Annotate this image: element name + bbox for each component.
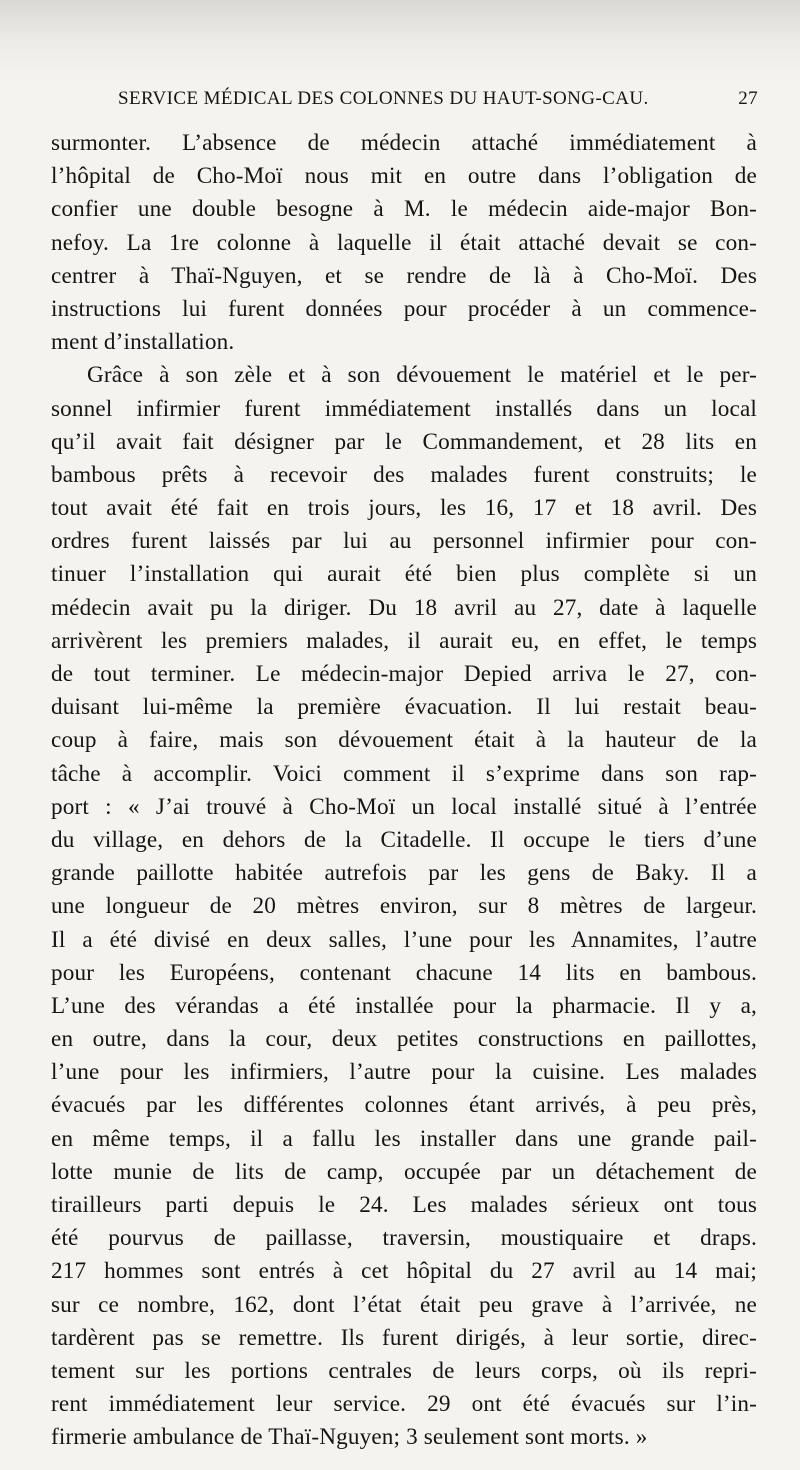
text-line: L’une des vérandas a été installée pour la pharmacie. Il y a,: [51, 992, 757, 1019]
text-line: l’une pour les infirmiers, l’autre pour la cuisine. Les malades: [51, 1059, 757, 1086]
text-line: coup à faire, mais son dévouement était à la hauteur de la: [51, 727, 757, 754]
running-header: [118, 88, 758, 114]
text-line: instructions lui furent données pour procéder à un commence-: [51, 295, 757, 322]
text-line: évacués par les différentes colonnes étant arrivés, à peu près,: [51, 1092, 757, 1119]
text-line: ment d’installation.: [51, 329, 235, 356]
text-line: médecin avait pu la diriger. Du 18 avril au 27, date à laquelle: [51, 594, 757, 621]
text-line: tardèrent pas se remettre. Ils furent dirigés, à leur sortie, direc-: [51, 1324, 757, 1351]
text-line: tinuer l’installation qui aurait été bien plus complète si un: [51, 561, 757, 588]
text-line: Grâce à son zèle et à son dévouement le matériel et le per-: [87, 362, 757, 389]
text-line: firmerie ambulance de Thaï-Nguyen; 3 seulement sont morts. »: [51, 1424, 648, 1451]
body-text: [51, 127, 757, 1455]
text-line: en outre, dans la cour, deux petites constructions en paillottes,: [51, 1026, 757, 1053]
running-title: SERVICE MÉDICAL DES COLONNES DU HAUT-SONG-CAU.: [118, 88, 649, 109]
text-line: duisant lui-même la première évacuation. Il lui restait beau-: [51, 694, 757, 721]
text-line: du village, en dehors de la Citadelle. Il occupe le tiers d’une: [51, 826, 757, 853]
text-line: l’hôpital de Cho-Moï nous mit en outre dans l’obligation de: [51, 163, 757, 190]
text-line: confier une double besogne à M. le médecin aide-major Bon-: [51, 196, 757, 223]
text-line: centrer à Thaï-Nguyen, et se rendre de là à Cho-Moï. Des: [51, 262, 757, 289]
text-line: port : « J’ai trouvé à Cho-Moï un local installé situé à l’entrée: [51, 793, 757, 820]
text-line: pour les Européens, contenant chacune 14 lits en bambous.: [51, 959, 757, 986]
text-line: tement sur les portions centrales de leurs corps, où ils repri-: [51, 1357, 757, 1384]
text-line: lotte munie de lits de camp, occupée par un détachement de: [51, 1158, 757, 1185]
text-line: sonnel infirmier furent immédiatement installés dans un local: [51, 395, 757, 422]
text-line: été pourvus de paillasse, traversin, moustiquaire et draps.: [51, 1225, 757, 1252]
text-line: en même temps, il a fallu les installer dans une grande pail-: [51, 1125, 757, 1152]
text-line: sur ce nombre, 162, dont l’état était peu grave à l’arrivée, ne: [51, 1291, 757, 1318]
text-line: grande paillotte habitée autrefois par les gens de Baky. Il a: [51, 860, 757, 887]
text-line: tout avait été fait en trois jours, les 16, 17 et 18 avril. Des: [51, 495, 757, 522]
paragraph: [51, 359, 757, 1454]
page-number: 27: [738, 88, 758, 109]
text-line: de tout terminer. Le médecin-major Depied arriva le 27, con-: [51, 661, 757, 687]
text-line: bambous prêts à recevoir des malades furent construits; le: [51, 461, 757, 488]
text-line: qu’il avait fait désigner par le Commandement, et 28 lits en: [51, 428, 757, 455]
text-line: rent immédiatement leur service. 29 ont été évacués sur l’in-: [51, 1391, 757, 1418]
text-line: 217 hommes sont entrés à cet hôpital du 27 avril au 14 mai;: [51, 1258, 757, 1285]
text-line: arrivèrent les premiers malades, il aurait eu, en effet, le temps: [51, 627, 757, 654]
text-line: une longueur de 20 mètres environ, sur 8 mètres de largeur.: [51, 893, 757, 920]
text-line: nefoy. La 1re colonne à laquelle il était attaché devait se con-: [51, 229, 757, 256]
text-line: tirailleurs parti depuis le 24. Les malades sérieux ont tous: [51, 1192, 757, 1218]
text-line: tâche à accomplir. Voici comment il s’exprime dans son rap-: [51, 760, 757, 787]
text-line: surmonter. L’absence de médecin attaché immédiatement à: [51, 130, 757, 156]
text-line: Il a été divisé en deux salles, l’une pour les Annamites, l’autre: [51, 926, 757, 953]
text-line: ordres furent laissés par lui au personnel infirmier pour con-: [51, 528, 757, 555]
paragraph: [51, 127, 757, 359]
